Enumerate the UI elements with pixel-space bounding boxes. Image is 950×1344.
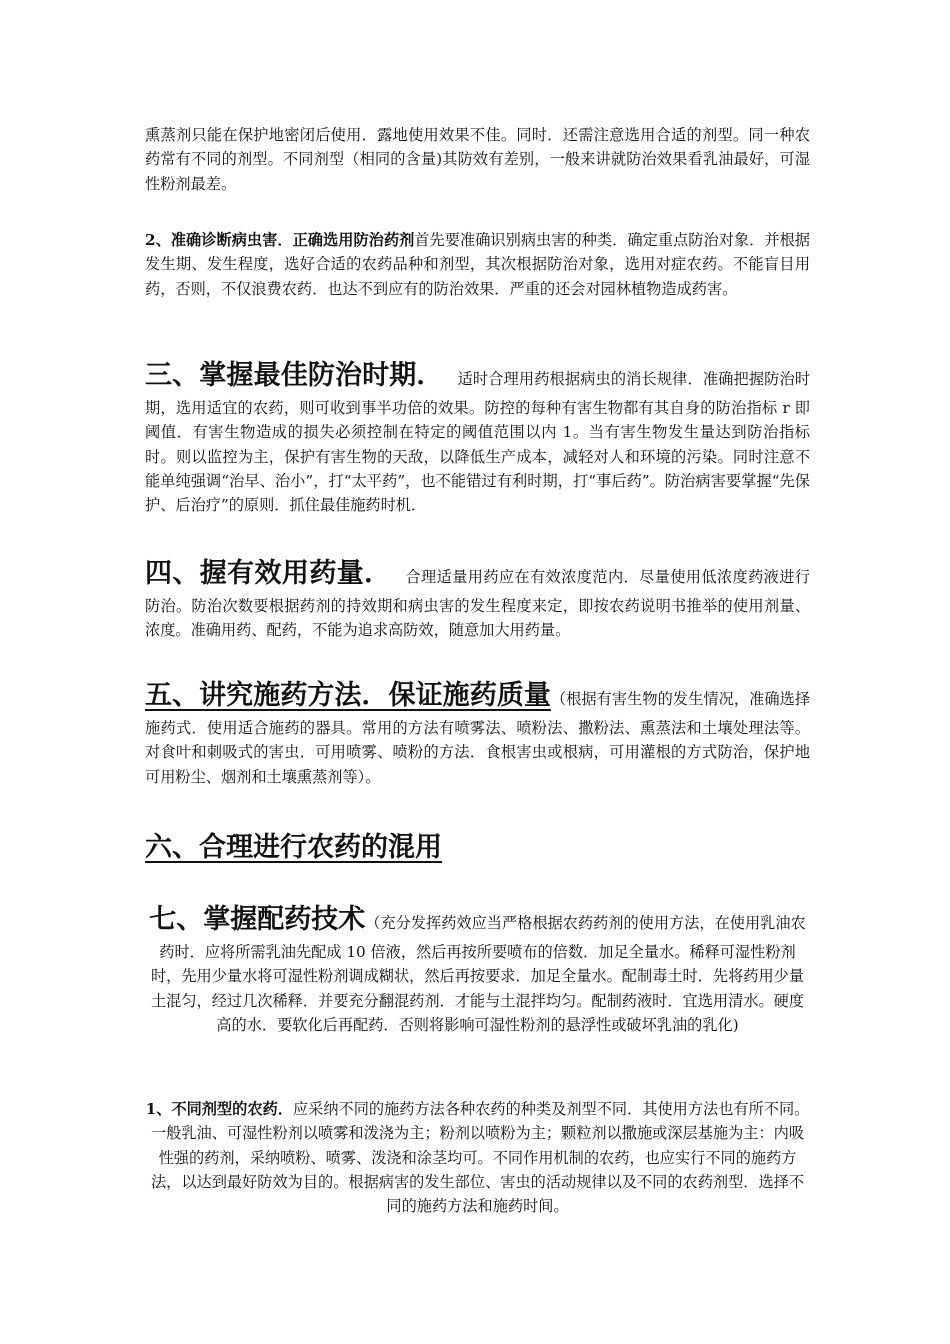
section-3-paragraph	[145, 356, 810, 517]
section-2-body: 首先要准确识别病虫害的种类．确定重点防治对象．并根据发生期、发生程度，选好合适的农药品种和剂型，其次根据防治对象，选用对症农药。不能盲目用药，否则，不仅浪费农药．也达不到应有的防治效果．严重的还会对园林植物造成药害。	[145, 231, 810, 298]
intro-paragraph	[145, 123, 810, 196]
section-5-paragraph	[145, 676, 810, 789]
section-5-heading: 五、讲究施药方法．保证施药质量	[145, 680, 551, 711]
subsection-1-body: 应采纳不同的施药方法各种农药的种类及剂型不同．其使用方法也有所不同。一般乳油、可湿性粉剂以喷雾和泼浇为主；粉剂以喷粉为主；颗粒剂以撒施或深层基施为主：内吸性强的药剂，采纳喷粉、喷雾、泼浇和涂茎均可。不同作用机制的农药，也应实行不同的施药方法，以达到最好防效为目的。根据病害的发生部位、害虫的活动规律以及不同的农药剂型．选择不同的施药方法和施药时间。	[150, 1100, 810, 1216]
intro-text: 熏蒸剂只能在保护地密闭后使用．露地使用效果不佳。同时．还需注意选用合适的剂型。同一种农药常有不同的剂型。不同剂型（相同的含量)其防效有差别，一般来讲就防治效果看乳油最好，可湿性粉剂最差。	[145, 126, 810, 193]
section-7-paragraph	[145, 900, 810, 1037]
section-3-heading: 三、掌握最佳防治时期．	[145, 360, 444, 391]
section-2-paragraph	[145, 228, 810, 301]
section-4-heading: 四、握有效用药量．	[145, 558, 392, 589]
section-7-body: （充分发挥药效应当严格根据农药药剂的使用方法，在使用乳油农药时．应将所需乳油先配成 10 倍液，然后再按所要喷布的倍数．加足全量水。稀释可湿性粉剂时，先用少量水将可湿性粉剂调成糊状，然后再按要求．加足全量水。配制毒土时．先将药用少量土混匀，经过几次稀释．并要充分翻混药剂．才能与土混拌均匀。配制药液时．宜选用清水。硬度高的水．要软化后再配药．否则将影响可湿性粉剂的悬浮性或破坏乳油的乳化)	[150, 914, 806, 1034]
section-3-body: 适时合理用药根据病虫的消长规律．准确把握防治时期，选用适宜的农药，则可收到事半功倍的效果。防控的每种有害生物都有其自身的防治指标 r 即阈值．有害生物造成的损失必须控制在特定的阈值范围以内 1。当有害生物发生量达到防治指标时。则以监控为主，保护有害生物的天敌，以降低生产成本，减轻对人和环境的污染。同时注意不能单纯强调“治早、治小”，打“太平药”，也不能错过有利时期，打“事后药”。防治病害要掌握“先保护、后治疗”的原则．抓住最佳施药时机．	[145, 370, 810, 515]
subsection-1-heading: 1、不同剂型的农药．	[145, 1100, 293, 1118]
section-4-paragraph	[145, 554, 810, 643]
subsection-1-paragraph	[145, 1097, 810, 1218]
section-7-heading: 七、掌握配药技术	[149, 904, 366, 935]
section-5-body: （根据有害生物的发生情况，准确选择施药式．使用适合施药的器具。常用的方法有喷雾法、喷粉法、撒粉法、熏蒸法和土壤处理法等。对食叶和刺吸式的害虫．可用喷雾、喷粉的方法．食根害虫或根病，可用灌根的方式防治，保护地可用粉尘、烟剂和土壤熏蒸剂等）。	[145, 690, 811, 786]
section-4-body: 合理适量用药应在有效浓度范内．尽量使用低浓度药液进行防治。防治次数要根据药剂的持效期和病虫害的发生程度来定，即按农药说明书推举的使用剂量、浓度。准确用药、配药，不能为追求高防效，随意加大用药量。	[145, 568, 811, 640]
section-6-heading: 六、合理进行农药的混用	[145, 832, 442, 863]
section-2-heading: 2、准确诊断病虫害．正确选用防治药剂	[145, 231, 415, 249]
